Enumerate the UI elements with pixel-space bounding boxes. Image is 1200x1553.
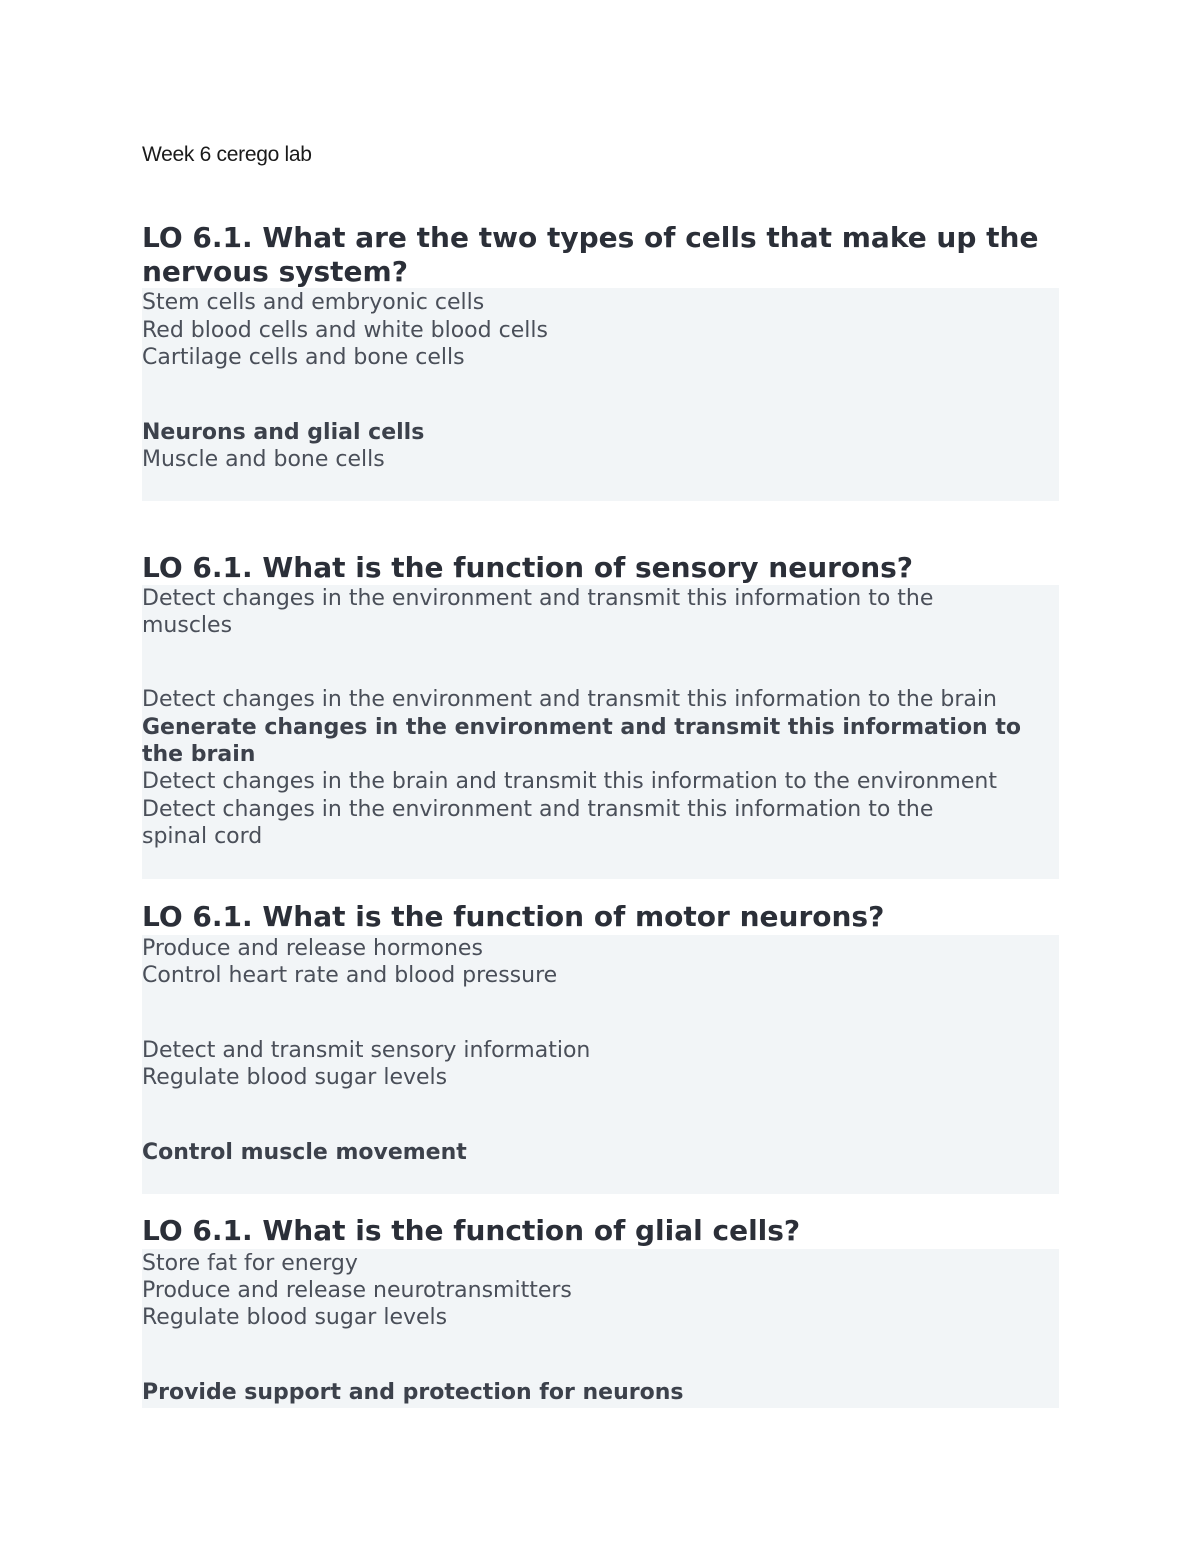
answer-option: Regulate blood sugar levels xyxy=(142,1065,448,1090)
question-title: LO 6.1. What is the function of glial cells? xyxy=(142,1214,801,1247)
answer-options xyxy=(142,288,1059,501)
answer-option: Produce and release hormones xyxy=(142,936,483,961)
answer-option: Store fat for energy xyxy=(142,1251,358,1276)
question-title: LO 6.1. What are the two types of cells that make up the nervous system? xyxy=(142,221,1039,288)
answer-option: Detect changes in the environment and transmit this information to the spinal cord xyxy=(142,797,934,849)
answer-option: Muscle and bone cells xyxy=(142,447,385,472)
answer-options xyxy=(142,1249,1059,1408)
answer-option: Red blood cells and white blood cells xyxy=(142,318,548,343)
answer-option: Control heart rate and blood pressure xyxy=(142,963,558,988)
question-title: LO 6.1. What is the function of motor neurons? xyxy=(142,900,885,933)
question-title: LO 6.1. What is the function of sensory neurons? xyxy=(142,551,914,584)
correct-answer-option: Control muscle movement xyxy=(142,1140,467,1165)
answer-option: Detect changes in the brain and transmit this information to the environment xyxy=(142,769,997,794)
answer-options xyxy=(142,585,1059,879)
answer-option: Stem cells and embryonic cells xyxy=(142,290,485,315)
answer-option: Detect and transmit sensory information xyxy=(142,1038,591,1063)
answer-options xyxy=(142,935,1059,1194)
answer-option: Produce and release neurotransmitters xyxy=(142,1278,572,1303)
correct-answer-option: Neurons and glial cells xyxy=(142,420,425,445)
answer-option: Cartilage cells and bone cells xyxy=(142,345,465,370)
document-title: Week 6 cerego lab xyxy=(142,143,312,166)
answer-option: Detect changes in the environment and transmit this information to the brain xyxy=(142,687,997,712)
answer-option: Regulate blood sugar levels xyxy=(142,1305,448,1330)
correct-answer-option: Generate changes in the environment and transmit this information to the brain xyxy=(142,715,1022,767)
correct-answer-option: Provide support and protection for neurons xyxy=(142,1380,684,1405)
answer-option: Detect changes in the environment and transmit this information to the muscles xyxy=(142,586,934,638)
